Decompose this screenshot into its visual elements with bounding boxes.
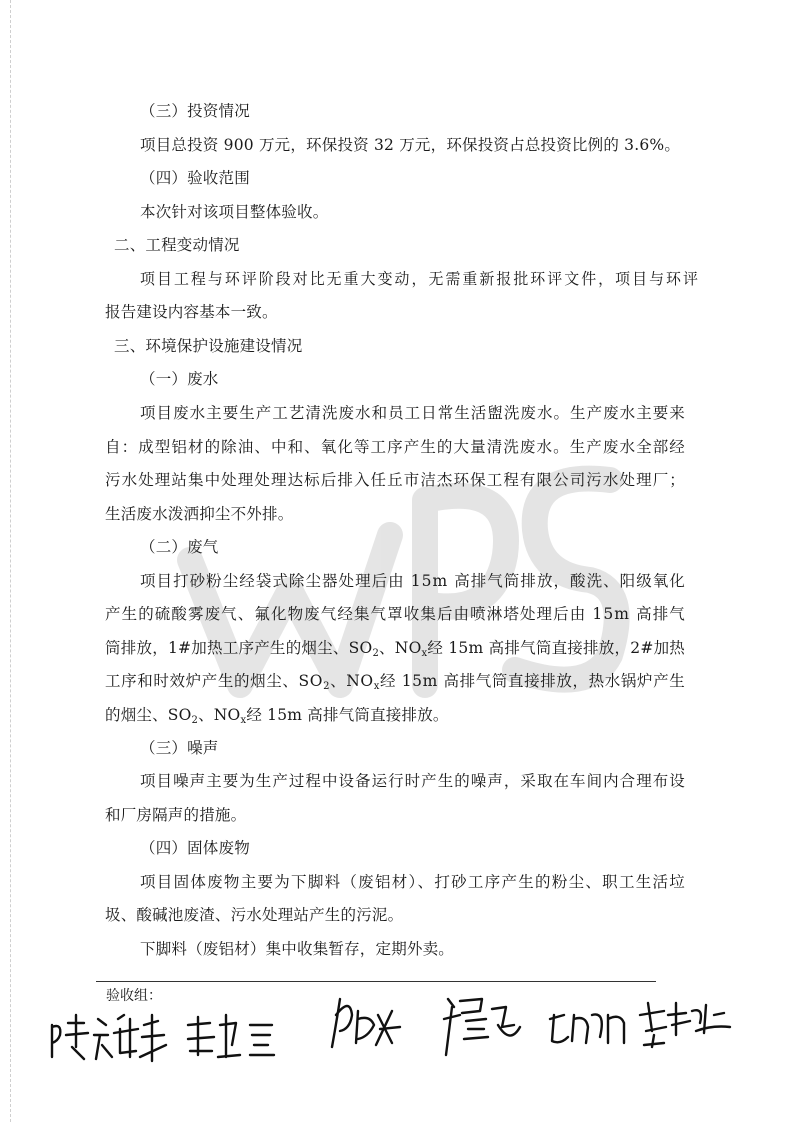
- text-segment: 和厂房隔声的措施。: [105, 806, 247, 824]
- text-segment: 、NO: [198, 706, 241, 724]
- text-segment: 项目打砂粉尘经袋式除尘器处理后由 15m 高排气筒排放，酸洗、阳级氧化: [140, 572, 686, 590]
- text-line: [105, 469, 686, 491]
- text-line: [105, 670, 685, 692]
- text-segment: （四）验收范围: [140, 169, 250, 187]
- text-segment: 圾、酸碱池废渣、污水处理站产生的污泥。: [105, 906, 404, 924]
- signature-3: [332, 999, 400, 1047]
- text-segment: 经 15m 高排气筒直接排放，热水锅炉产生: [380, 672, 686, 690]
- text-line: [140, 837, 250, 859]
- signature-2: [188, 1015, 274, 1057]
- text-line: [105, 904, 403, 926]
- scan-edge: [10, 0, 12, 1122]
- text-line: [105, 804, 246, 826]
- text-segment: 本次针对该项目整体验收。: [140, 203, 329, 221]
- text-segment: 三、环境保护设施建设情况: [114, 337, 303, 355]
- text-line: [140, 368, 219, 390]
- subscript: 2: [191, 715, 199, 726]
- subscript: x: [373, 681, 381, 692]
- signatures: [40, 985, 760, 1075]
- text-segment: （二）废气: [140, 538, 219, 556]
- text-segment: 污水处理站集中处理处理达标后排入任丘市洁杰环保工程有限公司污水处理厂；: [105, 471, 686, 489]
- text-segment: 工序和时效炉产生的烟尘、SO: [105, 672, 324, 690]
- text-segment: （三）投资情况: [140, 102, 250, 120]
- text-segment: 项目工程与环评阶段对比无重大变动，无需重新报批环评文件，项目与环评: [140, 270, 700, 288]
- text-line: [114, 234, 240, 256]
- text-segment: 项目总投资 900 万元，环保投资 32 万元，环保投资占总投资比例的 3.6%。: [140, 136, 681, 154]
- text-line: [105, 637, 685, 659]
- text-segment: 二、工程变动情况: [114, 236, 240, 254]
- text-segment: 下脚料（废铝材）集中收集暂存，定期外卖。: [140, 940, 455, 958]
- text-segment: 的烟尘、SO: [105, 706, 192, 724]
- subscript: 2: [323, 681, 331, 692]
- text-line: [105, 503, 293, 525]
- signature-1: [52, 1015, 166, 1061]
- text-line: [140, 268, 700, 290]
- text-line: [140, 871, 686, 893]
- text-line: [105, 704, 449, 726]
- text-segment: 、NO: [379, 639, 422, 657]
- text-line: [105, 603, 686, 625]
- signature-5: [550, 1014, 624, 1043]
- text-segment: （一）废水: [140, 370, 219, 388]
- text-segment: （三）噪声: [140, 739, 219, 757]
- subscript: 2: [372, 648, 380, 659]
- text-segment: 项目固体废物主要为下脚料（废铝材）、打砂工序产生的粉尘、职工生活垃: [140, 873, 687, 891]
- signature-group-label: 验收组：: [106, 988, 162, 1004]
- text-segment: 产生的硫酸雾废气、氟化物废气经集气罩收集后由喷淋塔处理后由 15m 高排气: [105, 605, 686, 623]
- text-line: [140, 100, 250, 122]
- text-line: [140, 770, 686, 792]
- subscript: x: [421, 648, 428, 659]
- text-segment: 生活废水泼洒抑尘不外排。: [105, 505, 294, 523]
- text-line: [140, 402, 686, 424]
- text-segment: （四）固体废物: [140, 839, 250, 857]
- text-line: [140, 938, 454, 960]
- text-segment: 、NO: [330, 672, 374, 690]
- text-segment: 项目废水主要生产工艺清洗废水和员工日常生活盥洗废水。生产废水主要来: [140, 404, 686, 422]
- text-line: [105, 436, 686, 458]
- subscript: x: [240, 715, 247, 726]
- text-line: [140, 570, 686, 592]
- text-line: [114, 335, 302, 357]
- text-segment: 筒排放，1#加热工序产生的烟尘、SO: [105, 639, 373, 657]
- signature-6: [640, 1003, 730, 1047]
- text-line: [105, 301, 278, 323]
- text-line: [140, 737, 219, 759]
- text-segment: 自：成型铝材的除油、中和、氧化等工序产生的大量清洗废水。生产废水全部经: [105, 438, 686, 456]
- text-segment: 报告建设内容基本一致。: [105, 303, 278, 321]
- signature-4: [444, 999, 520, 1055]
- text-segment: 经 15m 高排气筒直接排放。: [246, 706, 449, 724]
- text-line: [140, 201, 328, 223]
- text-line: [140, 536, 219, 558]
- text-line: [140, 167, 250, 189]
- text-line: [140, 134, 680, 156]
- text-segment: 项目噪声主要为生产过程中设备运行时产生的噪声，采取在车间内合理布设: [140, 772, 686, 790]
- signature-rule: [96, 981, 656, 982]
- text-segment: 经 15m 高排气筒直接排放，2#加热: [427, 639, 686, 657]
